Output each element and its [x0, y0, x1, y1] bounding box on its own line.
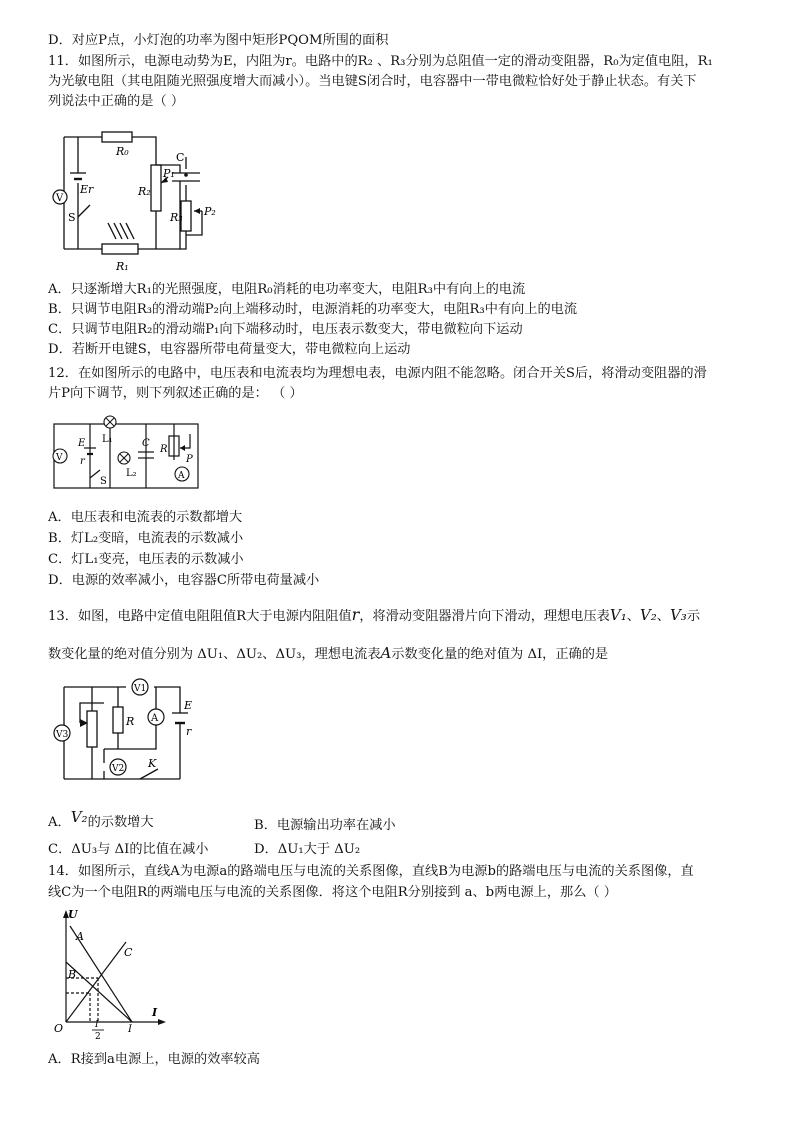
- q14-tick-half-numerator: I: [95, 1020, 99, 1030]
- q14-axis-label-u: U: [68, 908, 78, 921]
- q13-text-part1: 13．如图，电路中定值电阻阻值R大于电源内阻阻值: [48, 609, 352, 624]
- q11-fig-label-e: E: [80, 183, 89, 196]
- q12-option-b: B．灯L₂变暗，电流表的示数减小: [48, 531, 244, 546]
- q14-tick-half-denominator: 2: [95, 1032, 101, 1040]
- q12-stem-line2: 片P向下调节，则下列叙述正确的是： （ ）: [48, 386, 303, 401]
- q12-fig-label-a: A: [178, 471, 185, 481]
- q13-fig-label-v1: V1: [134, 684, 147, 694]
- q13-option-a-prefix: A．: [48, 815, 71, 830]
- q12-fig-label-p: P: [186, 454, 193, 465]
- q11-fig-label-r0: R₀: [116, 145, 129, 158]
- resistor-r0-symbol: [102, 132, 132, 142]
- q12-circuit-figure: [50, 412, 210, 496]
- q12-fig-label-r: r: [80, 456, 85, 467]
- q13-circuit-figure: [50, 675, 210, 787]
- q12-option-c: C．灯L₁变亮，电压表的示数减小: [48, 552, 244, 567]
- q14-line-label-b: B: [68, 968, 77, 981]
- q12-fig-label-e: E: [78, 438, 86, 449]
- photoresistor-r1-symbol: [102, 244, 138, 254]
- q13-fig-label-v2: V2: [112, 764, 125, 774]
- q13-symbol-v1: V₁: [609, 606, 627, 624]
- q13-symbol-v3: V₃: [669, 606, 687, 624]
- q13-option-c: C．ΔU₃与 ΔI的比值在减小: [48, 842, 209, 857]
- q13-text-part4: 数变化量的绝对值分别为 ΔU₁、ΔU₂、ΔU₃，理想电流表: [48, 647, 381, 662]
- q13-fig-label-r: R: [126, 715, 135, 728]
- q12-stem-line1: 12．在如图所示的电路中，电压表和电流表均为理想电表，电源内阻不能忽略。闭合开关S后，将滑动变阻器的滑: [48, 366, 707, 381]
- q13-separator: 、: [626, 609, 640, 624]
- q14-line-label-a: A: [76, 930, 84, 943]
- q13-fig-label-e: E: [184, 699, 193, 712]
- q14-tick-i: I: [128, 1024, 132, 1035]
- q13-symbol-r: r: [351, 605, 360, 624]
- q11-option-b: B．只调节电阻R₃的滑动端P₂向上端移动时，电源消耗的功率变大，电阻R₃中有向上的电流: [48, 302, 578, 317]
- q13-option-a-text: 的示数增大: [87, 815, 154, 830]
- q13-stem-line2: [48, 644, 608, 664]
- q13-separator: 、: [656, 609, 670, 624]
- q12-fig-label-r: R: [160, 444, 168, 455]
- q11-circuit-figure: [50, 125, 230, 275]
- line-c: [66, 942, 126, 1022]
- q12-fig-label-v: V: [56, 453, 63, 463]
- q11-fig-label-r3: R₃: [170, 211, 183, 224]
- q12-fig-label-l1: L₁: [102, 434, 113, 445]
- q12-fig-label-s: S: [100, 476, 107, 487]
- q13-text-part2: ，将滑动变阻器滑片向下滑动，理想电压表: [359, 609, 610, 624]
- q14-graph-figure: [50, 906, 170, 1040]
- q11-fig-label-v: V: [56, 193, 64, 204]
- q11-stem-line2: 为光敏电阻（其电阻随光照强度增大而减小）。当电键S闭合时，电容器中一带电微粒恰好处于静止状态。有关下: [48, 74, 697, 89]
- q14-axis-label-i: I: [152, 1006, 158, 1019]
- q13-fig-label-k: K: [148, 757, 157, 770]
- q13-option-a: [48, 808, 154, 832]
- q13-fig-label-v3: V3: [56, 730, 69, 740]
- q11-fig-label-c: C: [176, 151, 185, 164]
- q13-fig-label-r-internal: r: [186, 725, 192, 738]
- q11-option-d: D．若断开电键S，电容器所带电荷量变大，带电微粒向上运动: [48, 342, 411, 357]
- q14-line-label-c: C: [124, 946, 133, 959]
- q11-stem-line3: 列说法中正确的是（ ）: [48, 94, 185, 109]
- q11-fig-label-p2: P₂: [204, 205, 216, 218]
- q14-option-a: A．R接到a电源上，电源的效率较高: [48, 1052, 260, 1067]
- q13-fig-label-a: A: [151, 713, 159, 724]
- q14-stem-line2: 线C为一个电阻R的两端电压与电流的关系图像．将这个电阻R分别接到 a、b两电源上，那么（ ）: [48, 885, 617, 900]
- q11-fig-label-r: r: [88, 183, 94, 196]
- rheostat-r2-symbol: [151, 165, 161, 211]
- q12-fig-label-c: C: [142, 438, 150, 449]
- q11-option-c: C．只调节电阻R₂的滑动端P₁向下端移动时，电压表示数变大，带电微粒向下运动: [48, 322, 523, 337]
- q11-fig-label-s: S: [68, 211, 76, 224]
- q11-fig-label-p1: P₁: [163, 167, 175, 180]
- q13-option-b: B．电源输出功率在减小: [254, 818, 396, 833]
- q13-text-part3: 示: [686, 609, 701, 624]
- q13-option-a-symbol: V₂: [70, 808, 88, 826]
- q13-stem-line1: [48, 605, 700, 626]
- q14-stem-line1: 14．如图所示，直线A为电源a的路端电压与电流的关系图像，直线B为电源b的路端电压与电流的关系图像，直: [48, 864, 694, 879]
- q11-fig-label-r1: R₁: [116, 260, 129, 273]
- q12-option-d: D．电源的效率减小，电容器C所带电荷量减小: [48, 573, 320, 588]
- q11-fig-label-r2: R₂: [138, 185, 151, 198]
- q13-option-d: D．ΔU₁大于 ΔU₂: [254, 842, 361, 857]
- q12-option-a: A．电压表和电流表的示数都增大: [48, 510, 243, 525]
- q13-symbol-a: A: [380, 644, 392, 662]
- q14-origin-label: O: [54, 1022, 64, 1035]
- q11-option-a: A．只逐渐增大R₁的光照强度，电阻R₀消耗的电功率变大，电阻R₃中有向上的电流: [48, 282, 526, 297]
- q13-text-part5: 示数变化量的绝对值为 ΔI，正确的是: [391, 647, 609, 662]
- q13-symbol-v2: V₂: [639, 606, 657, 624]
- q11-stem-line1: 11．如图所示，电源电动势为E，内阻为r。电路中的R₂ 、R₃分别为总阻值一定的滑动变阻器，R₀为定值电阻，R₁: [48, 54, 713, 69]
- q12-fig-label-l2: L₂: [126, 468, 137, 479]
- q10-option-d: D．对应P点，小灯泡的功率为图中矩形PQOM所围的面积: [48, 33, 389, 48]
